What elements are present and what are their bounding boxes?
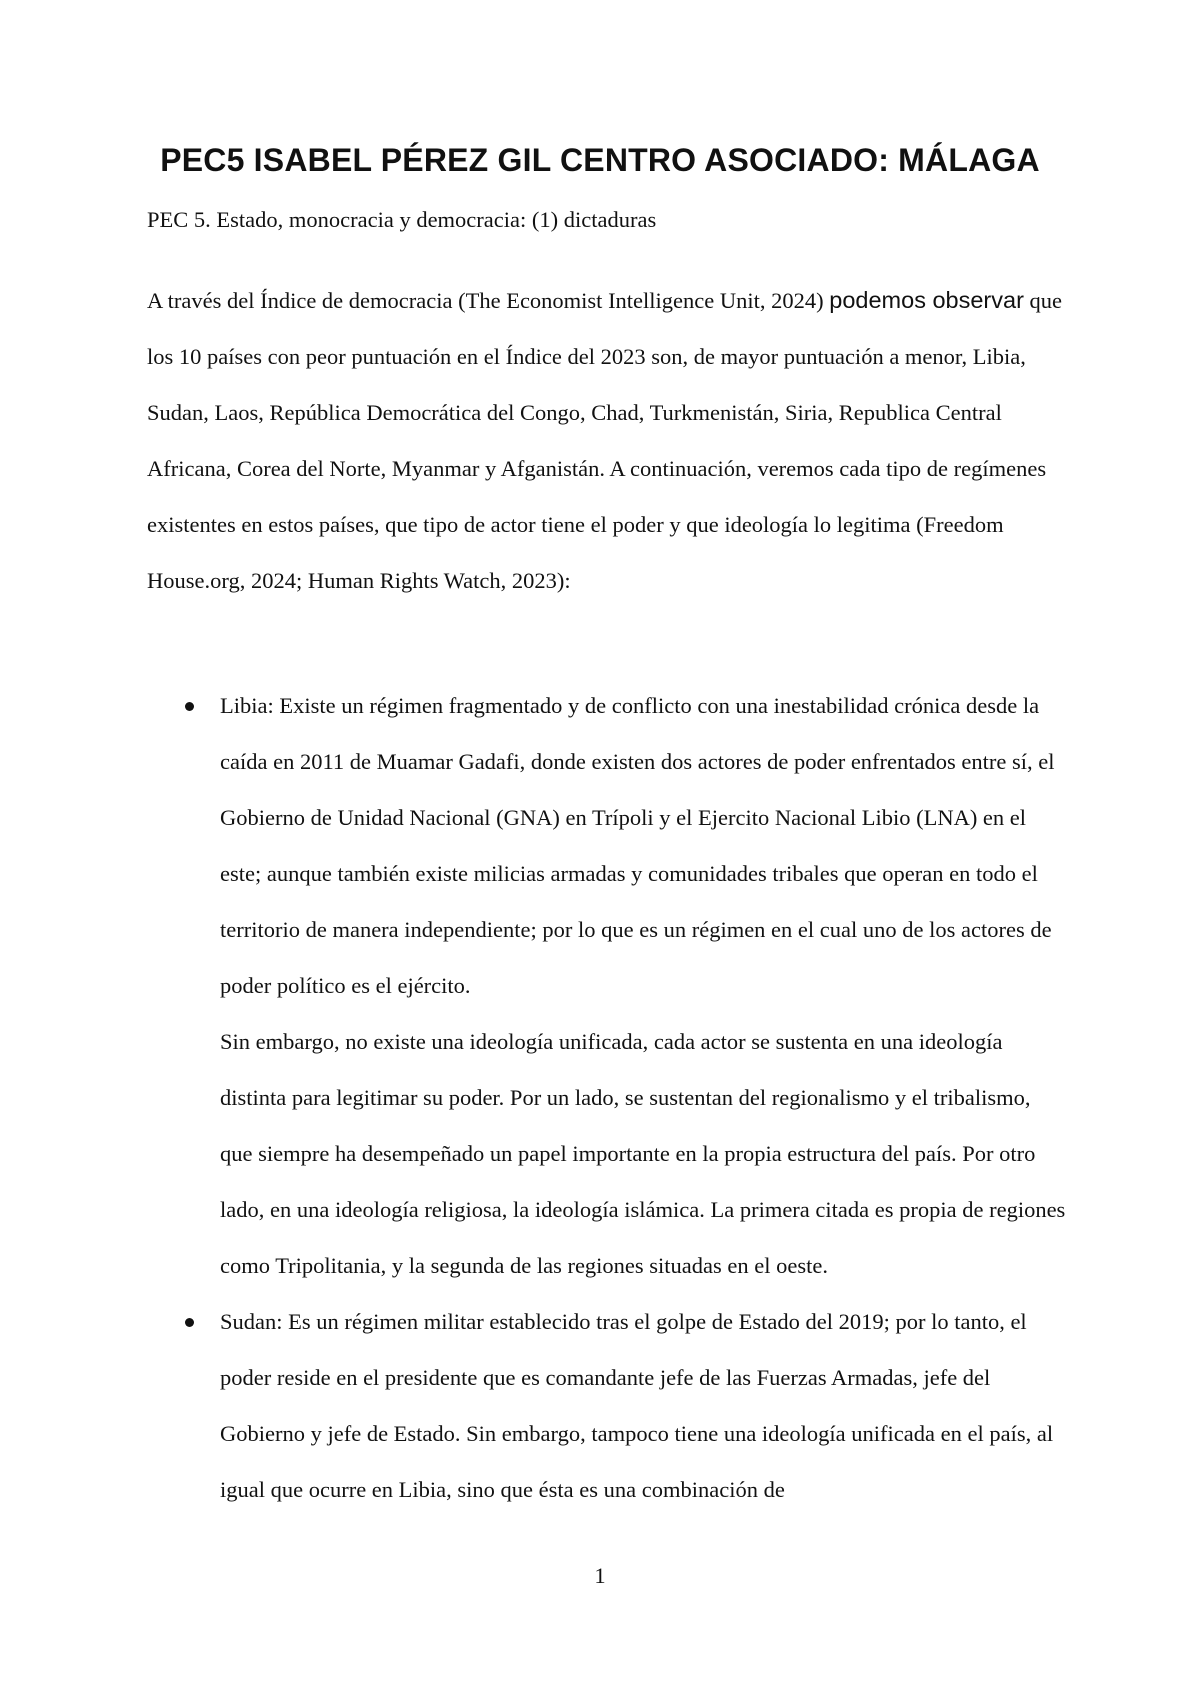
bullet-item-libia <box>147 678 1067 1294</box>
intro-text-part-1: A través del Índice de democracia (The Economist Intelligence Unit, 2024) <box>147 288 830 313</box>
libia-paragraph-1: Libia: Existe un régimen fragmentado y de conflicto con una inestabilidad crónica desde la caída en 2011 de Muamar Gadafi, donde existen dos actores de poder enfrentados entre sí, el Gobierno de Unidad Nacional (GNA) en Trípoli y el Ejercito Nacional Libio (LNA) en el este; aunque también existe milicias armadas y comunidades tribales que operan en todo el territorio de manera independiente; por lo que es un régimen en el cual uno de los actores de poder político es el ejército. <box>220 693 1055 998</box>
sudan-paragraph-1: Sudan: Es un régimen militar establecido tras el golpe de Estado del 2019; por lo tanto, el poder reside en el presidente que es comandante jefe de las Fuerzas Armadas, jefe del Gobierno y jefe de Estado. Sin embargo, tampoco tiene una ideología unificada en el país, al igual que ocurre en Libia, sino que ésta es una combinación de <box>220 1309 1054 1502</box>
intro-text-part-2: podemos observar <box>829 287 1024 313</box>
intro-text-part-3: que los 10 países con peor puntuación en el Índice del 2023 son, de mayor puntuación a menor, Libia, Sudan, Laos, República Democrática del Congo, Chad, Turkmenistán, Siria, Republica Central Africana, Corea del Norte, Myanmar y Afganistán. A continuación, veremos cada tipo de regímenes existentes en estos países, que tipo de actor tiene el poder y que ideología lo legitima (Freedom House.org, 2024; Human Rights Watch, 2023): <box>147 288 1063 593</box>
country-bullet-list <box>147 678 1067 1518</box>
libia-paragraph-2: Sin embargo, no existe una ideología unificada, cada actor se sustenta en una ideología distinta para legitimar su poder. Por un lado, se sustentan del regionalismo y el tribalismo, que siempre ha desempeñado un papel importante en la propia estructura del país. Por otro lado, en una ideología religiosa, la ideología islámica. La primera citada es propia de regiones como Tripolitania, y la segunda de las regiones situadas en el oeste. <box>220 1029 1066 1278</box>
document-title: PEC5 ISABEL PÉREZ GIL CENTRO ASOCIADO: MÁLAGA <box>160 142 1040 178</box>
page-number: 1 <box>594 1563 606 1588</box>
intro-paragraph <box>147 272 1067 609</box>
bullet-item-sudan <box>147 1294 1067 1518</box>
bullet-dot-icon <box>185 1318 194 1327</box>
bullet-dot-icon <box>185 702 194 711</box>
document-subtitle: PEC 5. Estado, monocracia y democracia: (1) dictaduras <box>147 207 657 232</box>
